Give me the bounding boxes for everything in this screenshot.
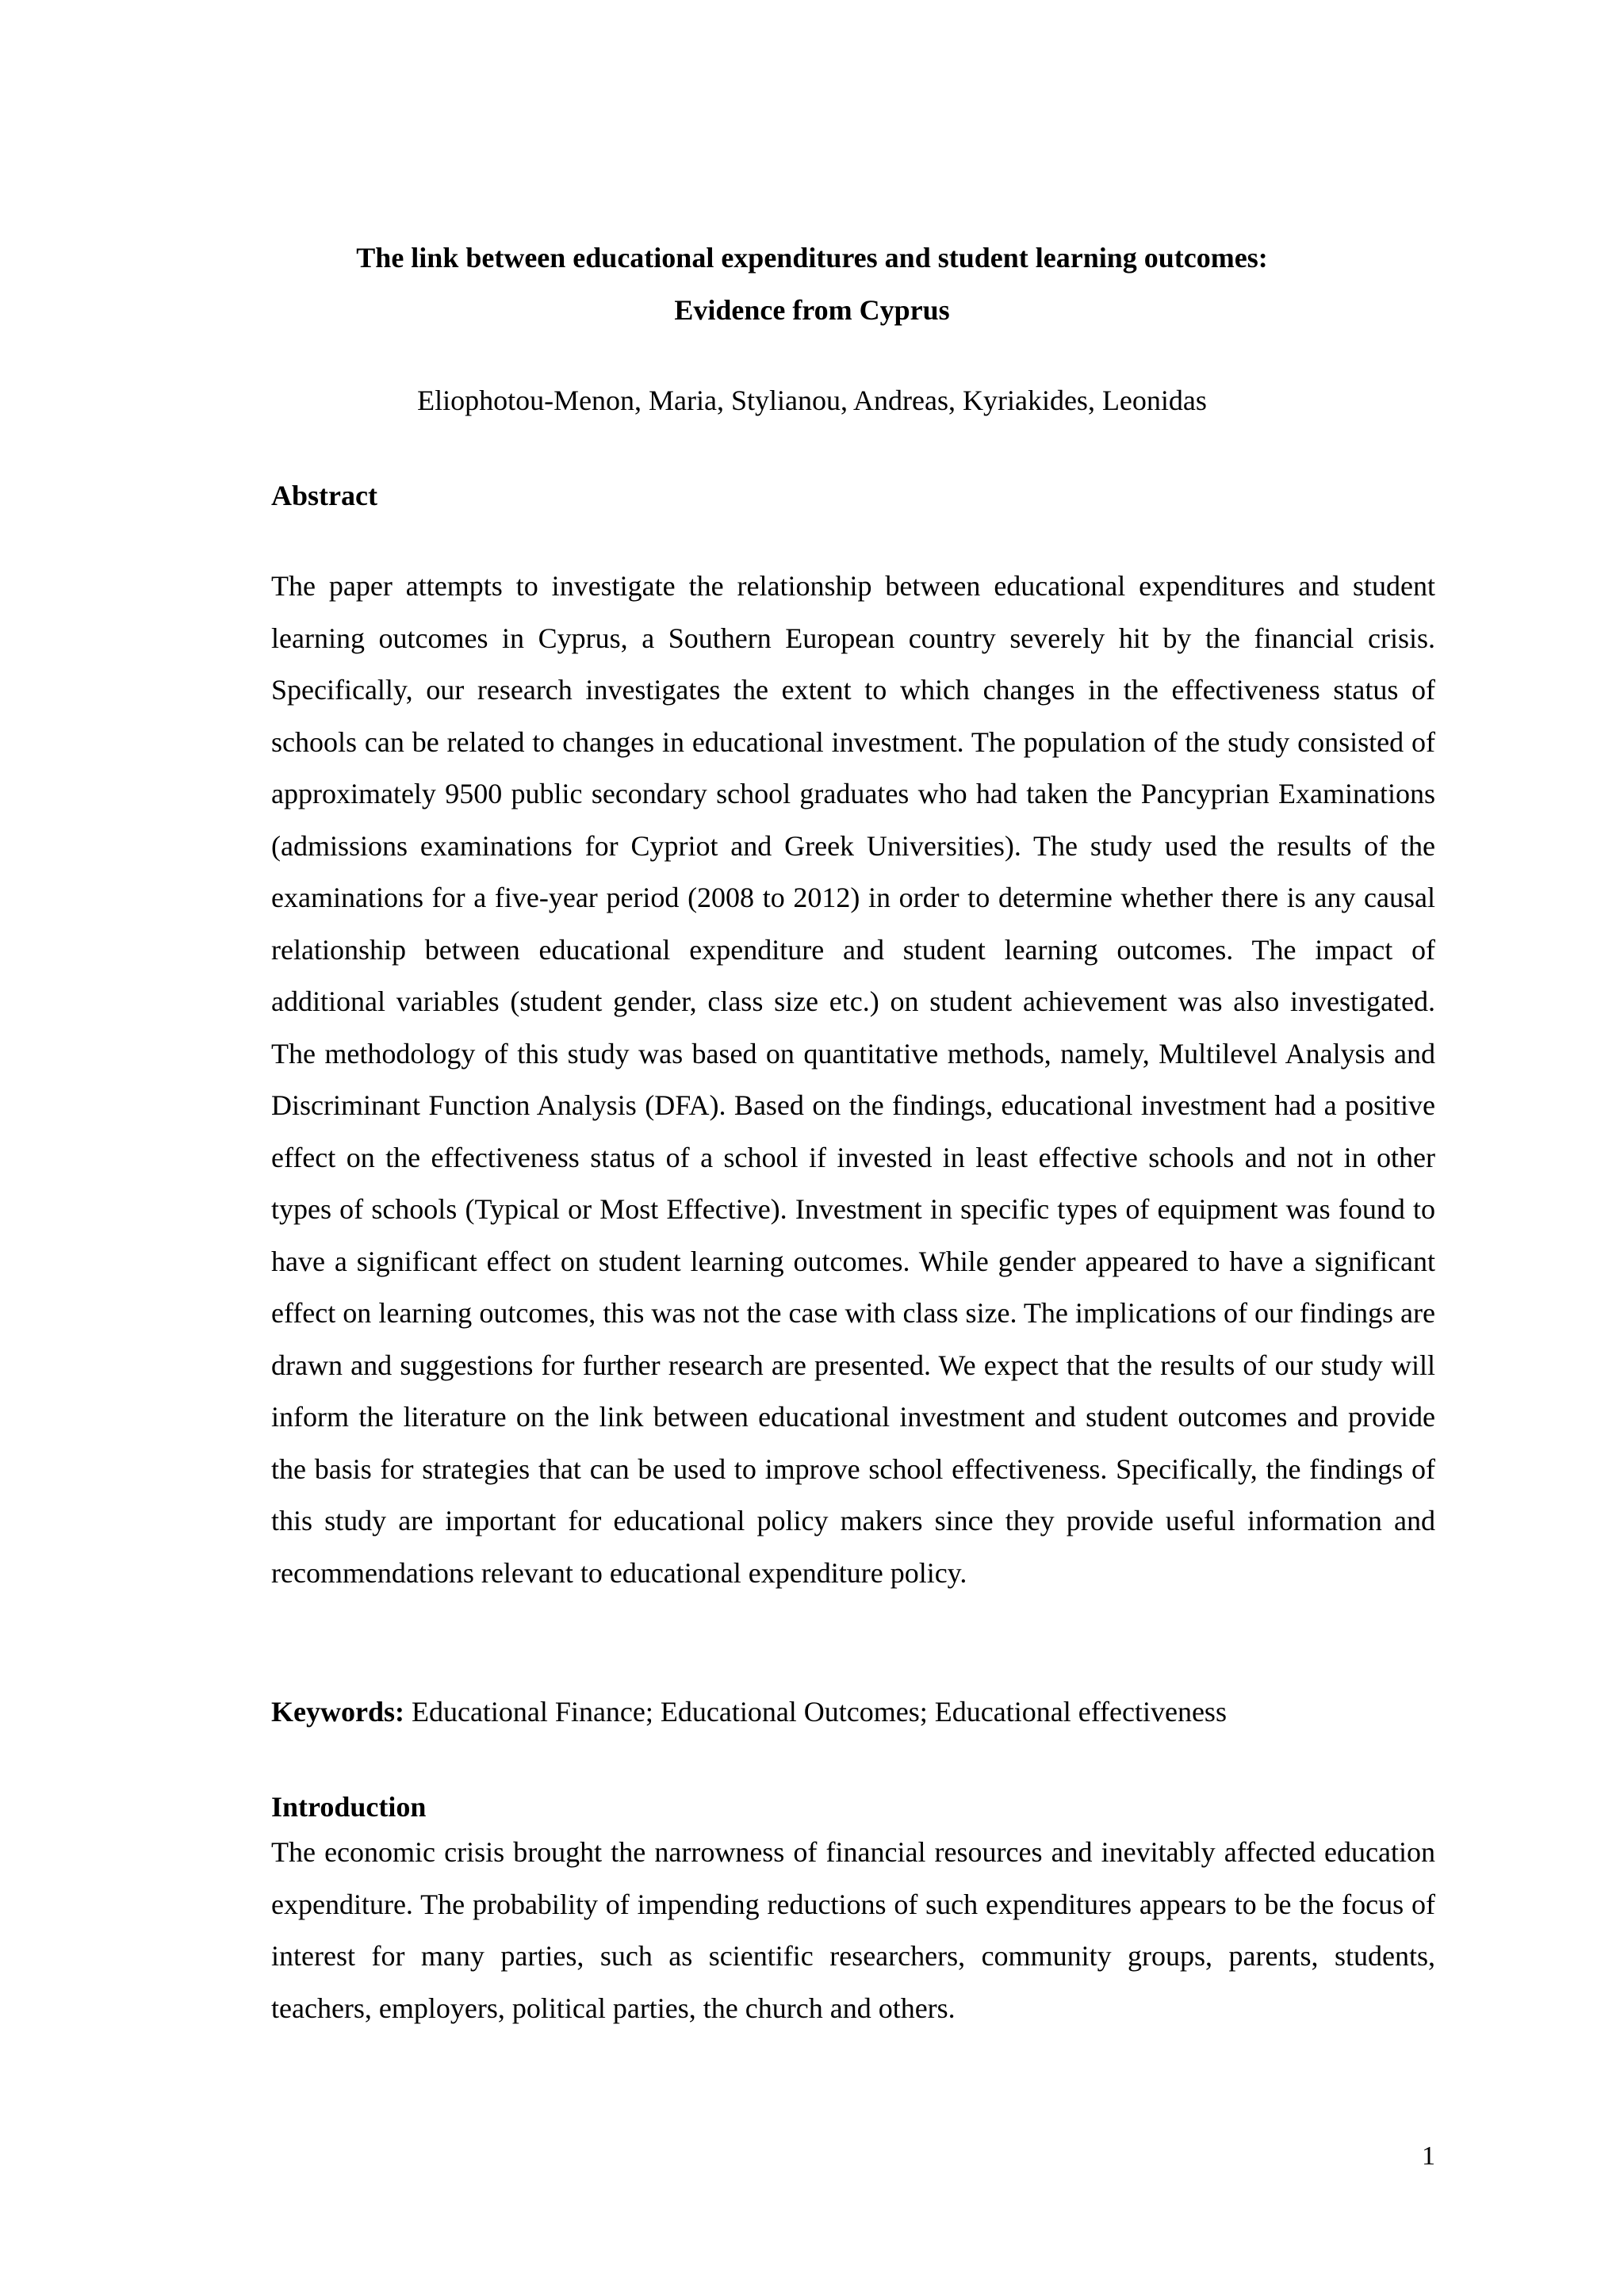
abstract-heading: Abstract — [271, 480, 377, 511]
abstract-text: The paper attempts to investigate the relationship between educational expenditures and student learning outcomes in Cyprus, a Southern European country severely hit by the financial crisis. Specifically, our research investigates the extent to which changes in the effectiveness status of schools can be related to changes in educational investment. The population of the study consisted of approximately 9500 public secondary school graduates who had taken the Pancyprian Examinations (admissions examinations for Cypriot and Greek Universities). The study used the results of the examinations for a five-year period (2008 to 2012) in order to determine whether there is any causal relationship between educational expenditure and student learning outcomes. The impact of additional variables (student gender, class size etc.) on student achievement was also investigated. The methodology of this study was based on quantitative methods, namely, Multilevel Analysis and Discriminant Function Analysis (DFA). Based on the findings, educational investment had a positive effect on the effectiveness status of a school if invested in least effective schools and not in other types of schools (Typical or Most Effective). Investment in specific types of equipment was found to have a significant effect on student learning outcomes. While gender appeared to have a significant effect on learning outcomes, this was not the case with class size. The implications of our findings are drawn and suggestions for further research are presented. We expect that the results of our study will inform the literature on the link between educational investment and student outcomes and provide the basis for strategies that can be used to improve school effectiveness. Specifically, the findings of this study are important for educational policy makers since they provide useful information and recommendations relevant to educational expenditure policy. — [271, 570, 1435, 1589]
paper-title-line-2: Evidence from Cyprus — [674, 294, 950, 326]
keywords-text: Educational Finance; Educational Outcomes; Educational effectiveness — [404, 1696, 1227, 1728]
introduction-text: The economic crisis brought the narrowness of financial resources and inevitably affected education expenditure. The probability of impending reductions of such expenditures appears to be the focus of interest for many parties, such as scientific researchers, community groups, parents, students, teachers, employers, political parties, the church and others. — [271, 1836, 1435, 2024]
paper-title — [0, 232, 1624, 336]
page-number: 1 — [1422, 2141, 1435, 2171]
keywords-line — [271, 1692, 1227, 1732]
paper-title-line-1: The link between educational expenditures and student learning outcomes: — [356, 242, 1268, 274]
introduction-heading: Introduction — [271, 1791, 427, 1823]
keywords-label: Keywords: — [271, 1696, 404, 1728]
author-list: Eliophotou-Menon, Maria, Stylianou, Andreas, Kyriakides, Leonidas — [417, 385, 1207, 416]
